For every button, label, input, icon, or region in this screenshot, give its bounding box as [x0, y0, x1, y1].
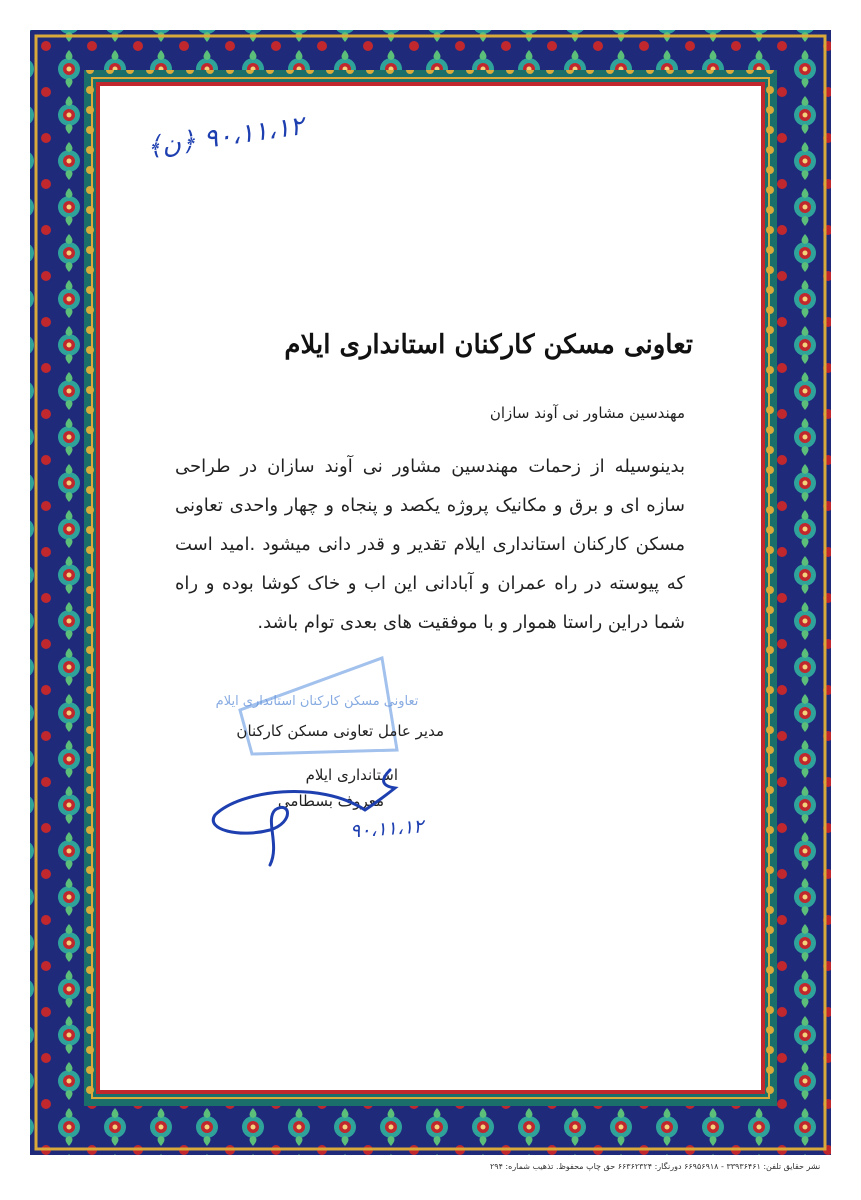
letter-body: بدینوسیله از زحمات مهندسین مشاور نی آوند سازان در طراحی سازه ای و برق و مکانیک پروژه یکصد و پنجاه و چهار واحدی تعاونی مسکن کارکنان استانداری ایلام تقدیر و قدر دانی میشود .امید است که پیوسته در راه عمران و آبادانی این اب و خاک کوشا بوده و راه شما دراین راستا هموار و با موفقیت های بعدی توام باشد. [175, 456, 685, 633]
stamp-text: تعاونی مسکن کارکنان استانداری ایلام [215, 694, 419, 709]
signatory-name: معروف بسطامی [277, 792, 384, 810]
handwritten-signature [200, 760, 430, 870]
recipient-line: مهندسین مشاور نی آوند سازان [489, 404, 685, 422]
signatory-title: مدیر عامل تعاونی مسکن کارکنان [236, 722, 444, 740]
signatory-department: استانداری ایلام [305, 766, 398, 784]
handwritten-date-top: ۹۰،۱۱،۱۲ ﴿ن﴾ [144, 111, 306, 163]
printer-credit: نشر حقایق تلفن: ۳۳۹۳۶۴۶۱ - ۶۶۹۵۶۹۱۸ دورنگار: ۶۶۳۶۲۳۲۴ حق چاپ محفوظ. تذهیب شماره: ۲۹۴ [490, 1162, 821, 1171]
handwritten-date-signature: ۹۰،۱۱،۱۲ [349, 815, 425, 843]
cooperative-stamp [215, 650, 419, 760]
letter-title: تعاونی مسکن کارکنان استانداری ایلام [284, 330, 693, 360]
